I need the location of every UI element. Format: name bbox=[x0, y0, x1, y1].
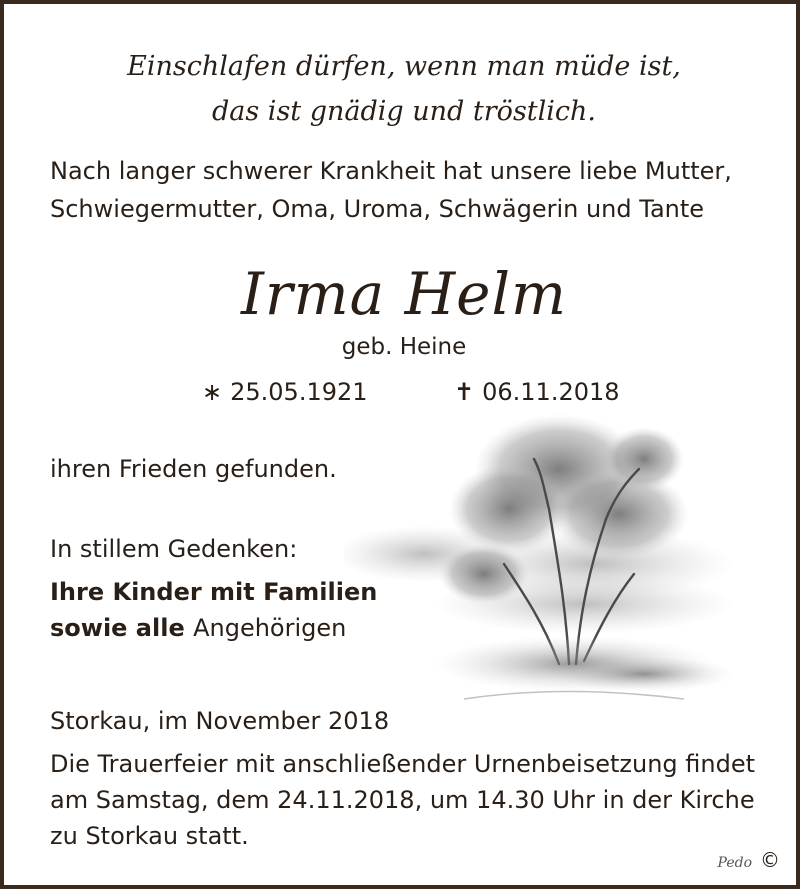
memory-text: In stillem Gedenken: bbox=[50, 535, 298, 563]
intro-line-1: Nach langer schwerer Krankheit hat unsere liebe Mutter, bbox=[50, 157, 732, 185]
ceremony-line-2: am Samstag, dem 24.11.2018, um 14.30 Uhr in der Kirche bbox=[50, 786, 755, 814]
birth-date bbox=[202, 376, 368, 408]
tree-landscape-illustration bbox=[344, 399, 744, 719]
ceremony-line-1: Die Trauerfeier mit anschließender Urnenbeisetzung findet bbox=[50, 750, 756, 778]
death-cross-icon: ✝ bbox=[454, 378, 475, 406]
designer-signature: Pedo bbox=[717, 855, 752, 871]
intro-text bbox=[50, 152, 770, 228]
mourners bbox=[50, 574, 377, 646]
place-date: Storkau, im November 2018 bbox=[50, 707, 390, 735]
motto-line-2: das ist gnädig und tröstlich. bbox=[211, 96, 597, 127]
mourners-line-2 bbox=[50, 610, 377, 646]
copyright-icon: © bbox=[760, 848, 780, 872]
deceased-name: Irma Helm bbox=[240, 260, 568, 328]
designer-credit bbox=[718, 848, 780, 875]
mourners-line-1: Ihre Kinder mit Familien bbox=[50, 578, 378, 606]
mourners-line-2-bold: sowie alle bbox=[50, 614, 185, 642]
peace-text: ihren Frieden gefunden. bbox=[50, 455, 337, 483]
death-date-value: 06.11.2018 bbox=[482, 378, 620, 406]
motto-verse bbox=[4, 44, 800, 134]
ceremony-info bbox=[50, 746, 770, 854]
mourners-line-2-rest: Angehörigen bbox=[193, 614, 347, 642]
intro-line-2: Schwiegermutter, Oma, Uroma, Schwägerin und Tante bbox=[50, 195, 705, 223]
motto-line-1: Einschlafen dürfen, wenn man müde ist, bbox=[127, 51, 681, 82]
birth-star-icon: ∗ bbox=[202, 378, 223, 406]
birth-date-value: 25.05.1921 bbox=[230, 378, 368, 406]
ceremony-line-3: zu Storkau statt. bbox=[50, 822, 249, 850]
born-name: geb. Heine bbox=[341, 334, 467, 360]
